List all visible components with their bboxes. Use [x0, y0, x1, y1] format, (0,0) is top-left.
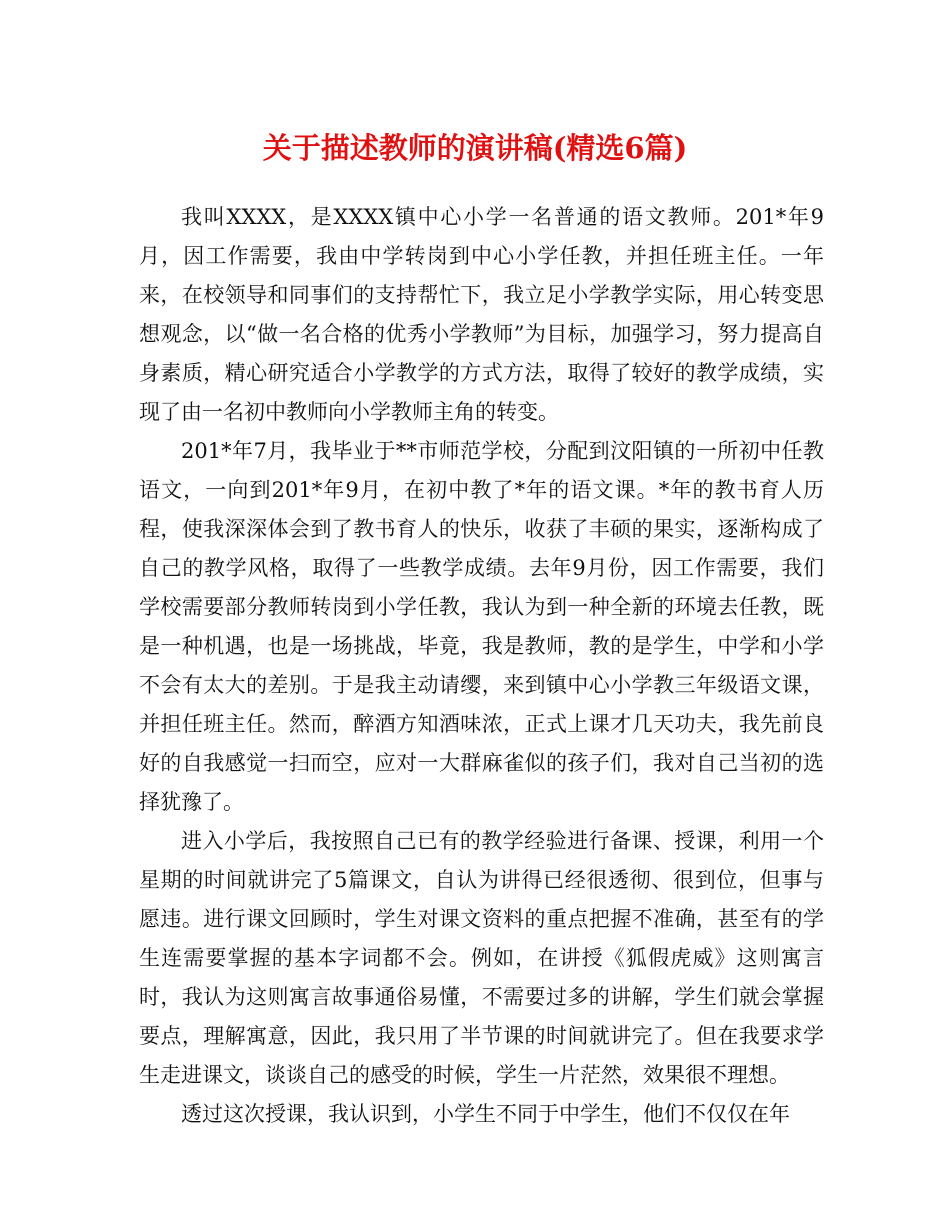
- paragraph-1: 我叫XXXX，是XXXX镇中心小学一名普通的语文教师。201*年9月，因工作需要，我由中学转岗到中心小学任教，并担任班主任。一年来，在校领导和同事们的支持帮忙下，我立足小学教学实际，用心转变思想观念，以“做一名合格的优秀小学教师”为目标，加强学习，努力提高自身素质，精心研究适合小学教学的方式方法，取得了较好的教学成绩，实现了由一名初中教师向小学教师主角的转变。: [139, 205, 824, 424]
- document-title: 关于描述教师的演讲稿(精选6篇): [262, 131, 688, 165]
- paragraph-4: 透过这次授课，我认识到，小学生不同于中学生，他们不仅仅在年: [181, 1102, 790, 1126]
- paragraph-2: 201*年7月，我毕业于**市师范学校，分配到汶阳镇的一所初中任教语文，一向到201*年9月，在初中教了*年的语文课。*年的教书育人历程，使我深深体会到了教书育人的快乐，收获了丰硕的果实，逐渐构成了自己的教学风格，取得了一些教学成绩。去年9月份，因工作需要，我们学校需要部分教师转岗到小学任教，我认为到一种全新的环境去任教，既是一种机遇，也是一场挑战，毕竟，我是教师，教的是学生，中学和小学不会有太大的差别。于是我主动请缨，来到镇中心小学教三年级语文课，并担任班主任。然而，醉酒方知酒味浓，正式上课才几天功夫，我先前良好的自我感觉一扫而空，应对一大群麻雀似的孩子们，我对自己当初的选择犹豫了。: [139, 439, 824, 814]
- document-body: [139, 198, 824, 1134]
- paragraph-3: 进入小学后，我按照自己已有的教学经验进行备课、授课，利用一个星期的时间就讲完了5篇课文，自认为讲得已经很透彻、很到位，但事与愿违。进行课文回顾时，学生对课文资料的重点把握不准确，甚至有的学生连需要掌握的基本字词都不会。例如，在讲授《狐假虎威》这则寓言时，我认为这则寓言故事通俗易懂，不需要过多的讲解，学生们就会掌握要点，理解寓意，因此，我只用了半节课的时间就讲完了。但在我要求学生走进课文，谈谈自己的感受的时候，学生一片茫然，效果很不理想。: [139, 829, 824, 1087]
